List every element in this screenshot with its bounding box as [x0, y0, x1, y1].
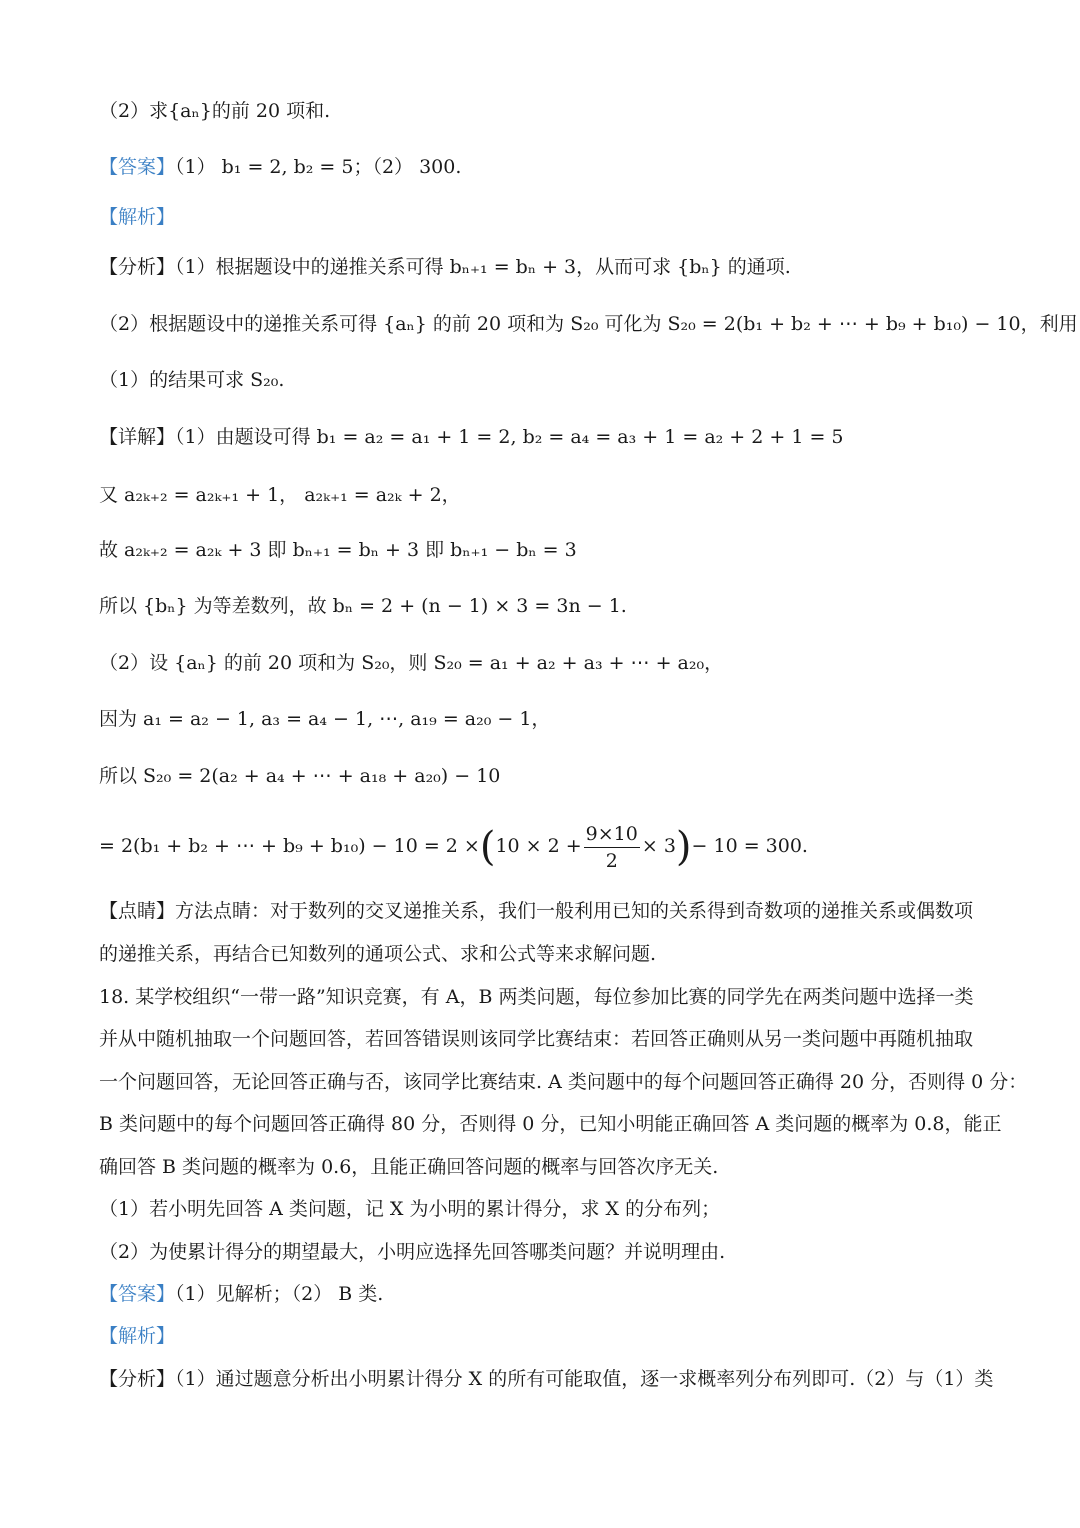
text: （1）若小明先回答 A 类问题，记 X 为小明的累计得分，求 X 的分布列； — [99, 1198, 721, 1220]
dianjing-line — [99, 897, 989, 925]
numerator: 9×10 — [584, 821, 640, 848]
q18-line-2 — [99, 1025, 989, 1053]
text: − 10 = 300. — [691, 835, 808, 857]
analysis-heading — [99, 203, 989, 231]
xiangjie-text: （1）由题设可得 b₁ = a₂ = a₁ + 1 = 2, b₂ = a₄ = a₃ + 1 = a₂ + 2 + 1 = 5 — [175, 426, 844, 448]
fenxi-line-2 — [99, 1365, 994, 1393]
text: （2）根据题设中的递推关系可得 {aₙ} 的前 20 项和为 S₂₀ 可化为 S₂₀ = 2(b₁ + b₂ + ⋯ + b₉ + b₁₀) − 10，利用 — [99, 313, 1078, 335]
answer-tag: 【答案】 — [99, 156, 176, 178]
text: 所以 {bₙ} 为等差数列，故 bₙ = 2 + (n − 1) × 3 = 3n − 1. — [99, 595, 627, 617]
step-line-4 — [99, 649, 989, 677]
fenxi-tag: 【分析】 — [99, 256, 176, 278]
fenxi-tag: 【分析】 — [99, 1368, 176, 1390]
denominator: 2 — [605, 849, 618, 872]
step-line-5 — [99, 705, 989, 733]
text: （1）见解析；（2） B 类. — [175, 1283, 384, 1305]
text: 10 × 2 + — [495, 835, 582, 857]
xiangjie-line — [99, 423, 989, 451]
q18-part-1 — [99, 1195, 989, 1223]
text: （1）通过题意分析出小明累计得分 X 的所有可能取值，逐一求概率列分布列即可.（2）与（1）类 — [175, 1368, 994, 1390]
step-line-1 — [99, 481, 989, 509]
text: （2）为使累计得分的期望最大，小明应选择先回答哪类问题？并说明理由. — [99, 1241, 726, 1263]
fraction — [584, 821, 640, 874]
text: （2）求{aₙ}的前 20 项和. — [99, 100, 331, 122]
step-line-6 — [99, 762, 989, 790]
text: 方法点睛：对于数列的交叉递推关系，我们一般利用已知的关系得到奇数项的递推关系或偶数项 — [175, 900, 974, 922]
text: 一个问题回答，无论回答正确与否，该同学比赛结束. A 类问题中的每个问题回答正确得 20 分，否则得 0 分： — [99, 1071, 1028, 1093]
text: （1）的结果可求 S₂₀. — [99, 369, 285, 391]
text: 因为 a₁ = a₂ − 1, a₃ = a₄ − 1, ⋯, a₁₉ = a₂₀ − 1， — [99, 708, 551, 730]
xiangjie-tag: 【详解】 — [99, 426, 176, 448]
text: （2）设 {aₙ} 的前 20 项和为 S₂₀，则 S₂₀ = a₁ + a₂ + a₃ + ⋯ + a₂₀， — [99, 652, 724, 674]
fenxi-part-2-cont — [99, 366, 989, 394]
text: 并从中随机抽取一个问题回答，若回答错误则该同学比赛结束：若回答正确则从另一类问题中再随机抽取 — [99, 1028, 974, 1050]
text: 的递推关系，再结合已知数列的通项公式、求和公式等来求解问题. — [99, 943, 657, 965]
q18-line-4 — [99, 1110, 1002, 1138]
dianjing-cont — [99, 940, 989, 968]
q18-line-3 — [99, 1068, 1028, 1096]
text: 又 a₂ₖ₊₂ = a₂ₖ₊₁ + 1， a₂ₖ₊₁ = a₂ₖ + 2， — [99, 484, 461, 506]
text: 所以 S₂₀ = 2(a₂ + a₄ + ⋯ + a₁₈ + a₂₀) − 10 — [99, 765, 501, 787]
text: 确回答 B 类问题的概率为 0.6，且能正确回答问题的概率与回答次序无关. — [99, 1156, 719, 1178]
fenxi-line — [99, 253, 989, 281]
step-line-3 — [99, 592, 989, 620]
q18-line-5 — [99, 1153, 989, 1181]
text: = 2(b₁ + b₂ + ⋯ + b₉ + b₁₀) − 10 = 2 × — [99, 835, 480, 857]
fenxi-text: （1）根据题设中的递推关系可得 bₙ₊₁ = bₙ + 3，从而可求 {bₙ} 的通项. — [175, 256, 791, 278]
step-line-2 — [99, 536, 989, 564]
paren-left-icon: ( — [479, 824, 496, 870]
q18-line-1 — [99, 983, 989, 1011]
answer-text: （1） b₁ = 2, b₂ = 5；（2） 300. — [175, 156, 462, 178]
fenxi-part-2 — [99, 310, 1078, 338]
analysis-tag: 【解析】 — [99, 1325, 176, 1347]
answer-line-2 — [99, 1280, 989, 1308]
dianjing-tag: 【点睛】 — [99, 900, 176, 922]
text: 故 a₂ₖ₊₂ = a₂ₖ + 3 即 bₙ₊₁ = bₙ + 3 即 bₙ₊₁ − bₙ = 3 — [99, 539, 577, 561]
answer-line — [99, 153, 989, 181]
answer-tag: 【答案】 — [99, 1283, 176, 1305]
step-line-7 — [99, 818, 989, 875]
paren-right-icon: ) — [675, 824, 692, 870]
question-part-2 — [99, 97, 989, 125]
text: 18. 某学校组织“一带一路”知识竞赛，有 A，B 两类问题，每位参加比赛的同学先在两类问题中选择一类 — [99, 986, 974, 1008]
q18-part-2 — [99, 1238, 989, 1266]
text: B 类问题中的每个问题回答正确得 80 分，否则得 0 分，已知小明能正确回答 A 类问题的概率为 0.8，能正 — [99, 1113, 1002, 1135]
text: × 3 — [641, 835, 676, 857]
analysis-tag: 【解析】 — [99, 206, 176, 228]
analysis-heading-2 — [99, 1322, 989, 1350]
